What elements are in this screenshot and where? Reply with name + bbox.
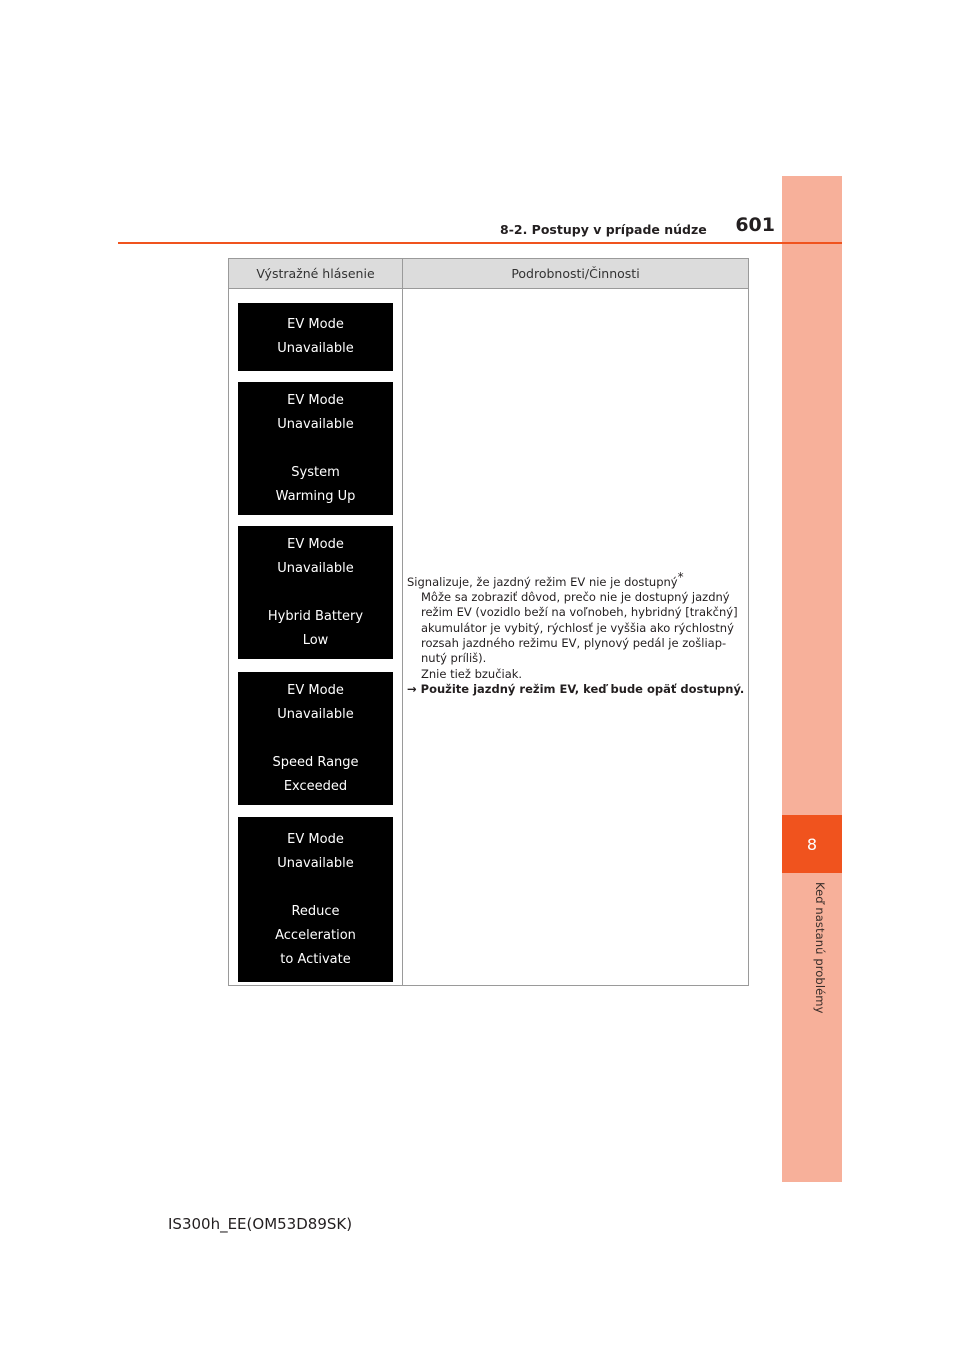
screen-line: Unavailable [277,341,354,356]
details-lead: Signalizuje, že jazdný režim EV nie je dostupný [407,574,678,589]
chapter-number: 8 [806,834,818,854]
screen-line: Acceleration [275,927,356,943]
warning-screen-system-warming-up [238,382,393,515]
column-header-details: Podrobnosti/Činnosti [511,266,640,281]
screen-line: System [291,464,340,480]
details-reason: Môže sa zobraziť dôvod, prečo nie je dostupný jazdný režim EV (vozidlo beží na voľnobeh, hybridný [trakčný] akumulátor je vybitý, rýchlosť je vyššia ako rýchlostný rozsah jazdného režimu EV, plynový pedál je zošliap-nutý príliš). [421,590,738,666]
screen-line: EV Mode [287,392,344,408]
page-number: 601 [735,214,775,236]
table-header-row [229,259,748,289]
chapter-number-badge [782,815,842,873]
section-title: 8-2. Postupy v prípade núdze [500,222,707,237]
details-action-text: Použite jazdný režim EV, keď bude opäť dostupný. [420,681,745,696]
screen-line: Warming Up [275,488,356,504]
screen-line: Exceeded [283,778,348,794]
screen-line: to Activate [280,951,351,967]
chapter-side-tab [782,176,842,1182]
warning-screen-speed-range-exceeded [238,672,393,805]
screen-line: EV Mode [287,536,344,552]
warning-screen-reduce-acceleration [238,817,393,982]
screen-line: Unavailable [277,560,354,576]
screen-line: Reduce [291,903,340,919]
screen-line [242,727,389,751]
header-rule [118,242,842,244]
screen-line [242,581,389,605]
screen-line: Hybrid Battery [267,608,364,624]
details-text [407,570,745,697]
screen-line [242,876,389,900]
screen-line: Unavailable [277,416,354,432]
screen-line: Unavailable [277,706,354,722]
screen-line: Speed Range [272,754,359,770]
footnote-mark: * [677,570,684,584]
screen-line: EV Mode [287,317,344,332]
screen-line [242,437,389,461]
arrow-icon: → [407,681,417,696]
screen-line: EV Mode [287,682,344,698]
screen-line: Low [302,632,329,648]
screen-line: Unavailable [277,855,354,871]
details-buzzer: Znie tiež bzučiak. [421,666,523,681]
details-action [407,682,745,697]
column-header-warning: Výstražné hlásenie [229,259,403,288]
warning-screen-ev-unavailable [238,303,393,371]
warning-screen-hybrid-battery-low [238,526,393,659]
column-divider [402,288,403,985]
screen-line: EV Mode [287,831,344,847]
chapter-title: Keď nastanú problémy [813,882,827,1014]
model-code: IS300h_EE(OM53D89SK) [168,1215,353,1233]
